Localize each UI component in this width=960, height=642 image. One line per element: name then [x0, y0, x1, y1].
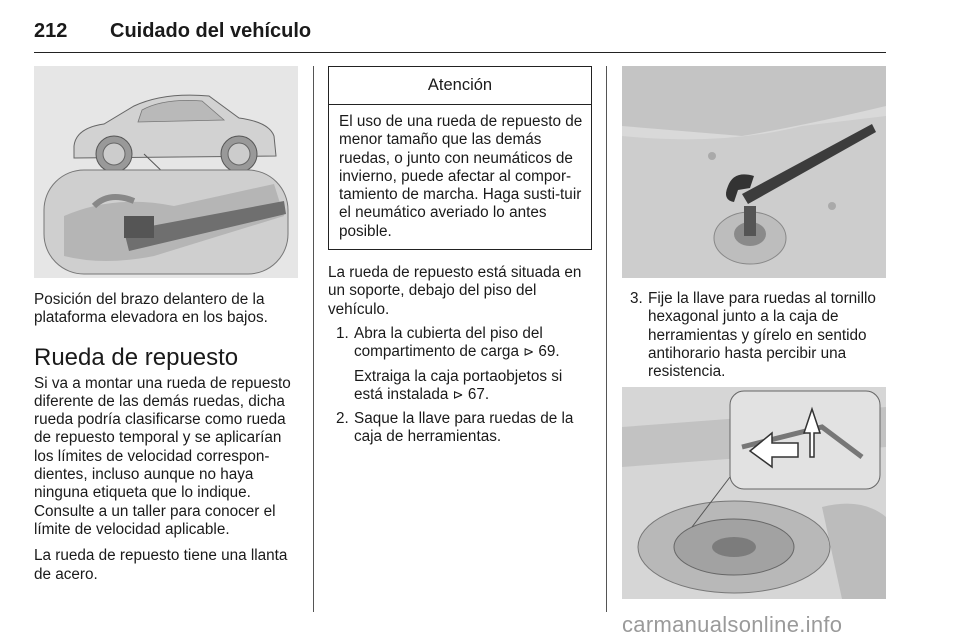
step-text: Abra la cubierta del piso del compartimento de carga [354, 324, 543, 361]
steps-list [328, 325, 592, 447]
section-heading: Rueda de repuesto [34, 343, 239, 371]
paragraph: La rueda de repuesto está situada en un soporte, debajo del piso del vehículo. [328, 264, 582, 318]
list-item-note [328, 368, 592, 405]
column-divider [313, 66, 314, 612]
step-number: 1. [336, 324, 349, 342]
step-number: 3. [630, 290, 643, 307]
list-item [622, 290, 886, 381]
paragraph: La rueda de repuesto tiene una llanta de acero. [34, 547, 288, 583]
page-header [34, 14, 886, 53]
list-item [328, 325, 592, 362]
cross-reference-icon: ⊳ [523, 344, 535, 360]
list-item [328, 410, 592, 447]
chapter-title: Cuidado del vehículo [110, 20, 312, 42]
step-text: Extraiga la caja portaobjetos si está instalada [354, 367, 563, 403]
watermark: carmanualsonline.info [622, 612, 843, 637]
warning-title: Atención [329, 67, 591, 105]
figure-caption: Posición del brazo delantero de la plataforma elevadora en los bajos. [34, 291, 268, 327]
wheel-wrench-illustration [622, 66, 886, 278]
step-text: Fije la llave para ruedas al tornillo hexagonal junto a la caja de herramientas y gírelo en sentido antihorario hasta percibir una resistencia. [648, 290, 876, 381]
step-text: Saque la llave para ruedas de la caja de herramientas. [354, 410, 574, 446]
page-number: 212 [34, 20, 68, 42]
spare-wheel-carrier-illustration [622, 387, 886, 599]
step-number: 2. [336, 410, 349, 428]
column-3 [622, 66, 886, 599]
warning-box [328, 66, 592, 250]
column-divider [606, 66, 607, 612]
page-reference[interactable]: 67. [467, 385, 490, 403]
cross-reference-icon: ⊳ [452, 386, 464, 402]
warning-text: El uso de una rueda de repuesto de menor tamaño que las demás ruedas, o junto con neumáticos de invierno, puede afectar al compor-tamiento de marcha. Haga susti-tuir el neumático averiado lo antes posible. [339, 113, 583, 240]
column-2 [328, 66, 592, 447]
paragraph: Si va a montar una rueda de repuesto diferente de las demás ruedas, dicha rueda podría clasificarse como rueda de repuesto temporal y se aplicarían los límites de velocidad correspon-dientes, incluso aunque no haya ninguna etiqueta que lo indique. Consulte a un taller para conocer el límite de velocidad aplicable. [34, 374, 291, 538]
car-lift-point-illustration [34, 66, 298, 278]
page-reference[interactable]: 69. [538, 343, 560, 361]
column-1 [34, 66, 298, 584]
